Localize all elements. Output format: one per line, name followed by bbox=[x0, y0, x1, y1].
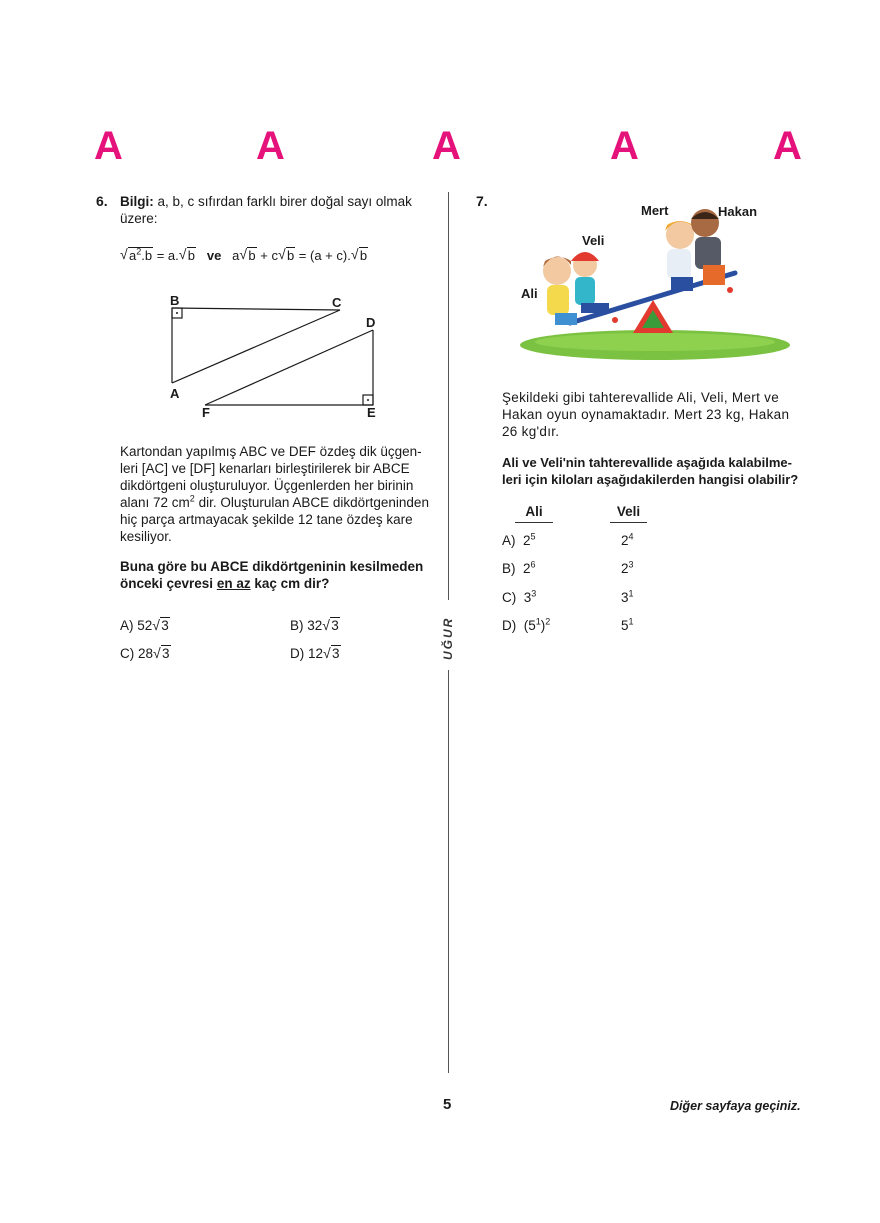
rectangle-figure bbox=[160, 290, 390, 425]
q6-formula: √ $a^2.b = a.√$ b ve a√ b + c√ b = (a + c).√ b bbox=[120, 247, 368, 264]
q7-option-d[interactable]: D) $(5^1)^2$ bbox=[502, 616, 551, 633]
q6-option-a[interactable]: A) 52√ 3 bbox=[120, 618, 170, 633]
q7-option-c-veli: $3^1$ bbox=[621, 588, 634, 605]
side-label: UĞUR bbox=[441, 616, 455, 660]
name-label-veli: Veli bbox=[582, 233, 605, 248]
q7-option-a-veli: $2^4$ bbox=[621, 531, 634, 548]
q6-paragraph: Kartondan yapılmış ABC ve DEF özdeş dik üçgen- leri [AC] ve [DF] kenarları birleştirilerek bir ABCE dikdörtgeni oluşturuluyor. Üçgenlerden her birinin alanı 72 $cm^2$ dir. Oluşturulan ABCE dikdörtgeninden hiç parça artmayacak şekilde 12 tane özdeş kare kesiliyor. bbox=[120, 444, 429, 544]
q6-question: Buna göre bu ABCE dikdörtgeninin kesilmeden önceki çevresi en az kaç cm dir? bbox=[120, 559, 424, 591]
name-label-hakan: Hakan bbox=[718, 204, 758, 219]
q7-option-b[interactable]: B) $2^6$ bbox=[502, 559, 536, 576]
column-divider-bottom bbox=[448, 670, 449, 1073]
q6-info: Bilgi: a, b, c sıfırdan farklı birer doğal sayı olmak üzere: bbox=[120, 194, 412, 226]
page-number: 5 bbox=[443, 1096, 452, 1113]
point-label-a: A bbox=[170, 386, 180, 401]
point-label-c: C bbox=[332, 295, 342, 310]
q7-option-a[interactable]: A) $2^5$ bbox=[502, 531, 536, 548]
q7-option-b-veli: $2^3$ bbox=[621, 559, 634, 576]
point-label-e: E bbox=[367, 405, 376, 420]
q6-option-b[interactable]: B) 32√ 3 bbox=[290, 618, 340, 633]
header-letter-a: A bbox=[610, 124, 639, 168]
point-label-f: F bbox=[202, 405, 210, 420]
q7-option-d-veli: $5^1$ bbox=[621, 616, 634, 633]
header-letter-a: A bbox=[256, 124, 285, 168]
name-label-ali: Ali bbox=[521, 286, 538, 301]
q7-option-c[interactable]: C) $3^3$ bbox=[502, 588, 537, 605]
q7-question: Ali ve Veli'nin tahterevallide aşağıda kalabilme- leri için kiloları aşağıdakilerden hangisi olabilir? bbox=[502, 455, 799, 487]
name-label-mert: Mert bbox=[641, 203, 669, 218]
header-letter-a: A bbox=[94, 124, 123, 168]
point-label-b: B bbox=[170, 293, 180, 308]
point-label-d: D bbox=[366, 315, 376, 330]
column-divider-top bbox=[448, 192, 449, 600]
next-page-note: Diğer sayfaya geçiniz. bbox=[670, 1099, 801, 1113]
seesaw-illustration bbox=[515, 195, 800, 365]
table-header-ali: Ali bbox=[515, 504, 553, 523]
q6-option-c[interactable]: C) 28√ 3 bbox=[120, 646, 171, 661]
q6-option-d[interactable]: D) 12√ 3 bbox=[290, 646, 341, 661]
question-7-number: 7. bbox=[476, 193, 488, 209]
header-letter-a: A bbox=[773, 124, 802, 168]
q7-paragraph: Şekildeki gibi tahterevallide Ali, Veli, Mert ve Hakan oyun oynamaktadır. Mert 23 kg, Hakan 26 kg'dır. bbox=[502, 390, 790, 439]
question-6-number: 6. bbox=[96, 193, 108, 209]
header-letter-a: A bbox=[432, 124, 461, 168]
table-header-veli: Veli bbox=[610, 504, 647, 523]
